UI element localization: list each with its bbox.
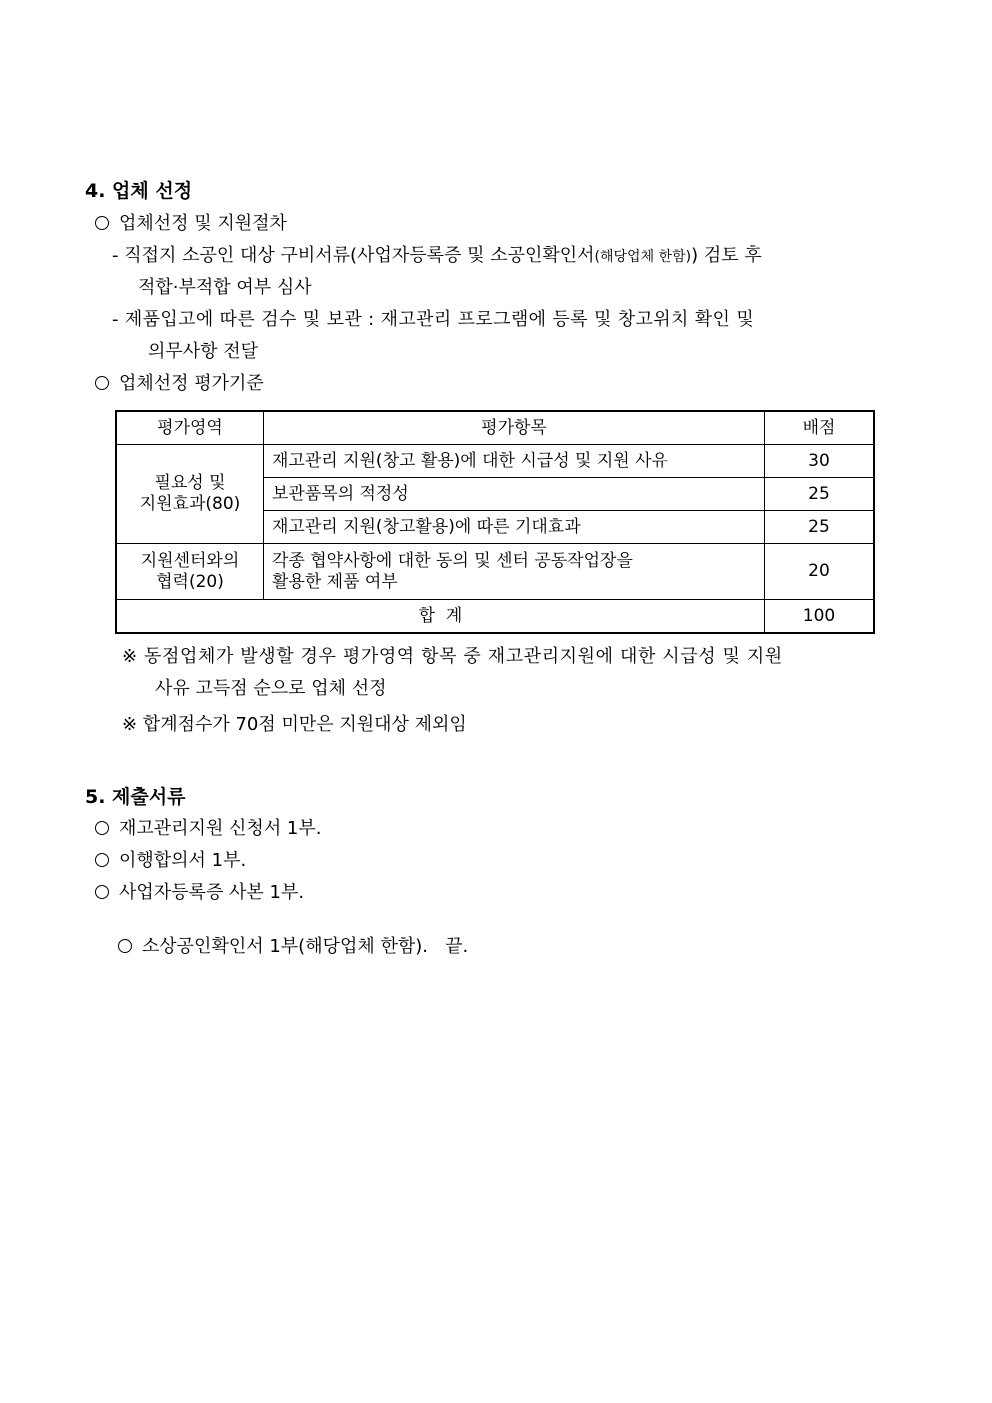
- list-item: [95, 882, 304, 904]
- area-cooperation: [116, 544, 264, 600]
- area-cooperation-line1: 지원센터와의: [140, 550, 240, 571]
- item-cell: 재고관리 지원(창고 활용)에 대한 시급성 및 지원 사유: [264, 445, 765, 478]
- list-item-text: 소상공인확인서 1부(해당업체 한함). 끝.: [141, 936, 469, 957]
- item-cell: [264, 544, 765, 600]
- procedure-item-1-main: - 직접지 소공인 대상 구비서류(사업자등록증 및 소공인확인서: [112, 245, 595, 266]
- item-cooperation-line1: 각종 협약사항에 대한 동의 및 센터 공동작업장을: [272, 550, 633, 571]
- evaluation-table: [115, 410, 875, 634]
- item-cell: 재고관리 지원(창고활용)에 따른 기대효과: [264, 511, 765, 544]
- header-score: 배점: [765, 411, 875, 445]
- circle-bullet-icon: [118, 939, 132, 953]
- score-cell: 30: [765, 445, 875, 478]
- header-item: 평가항목: [264, 411, 765, 445]
- circle-bullet-icon: [95, 885, 109, 899]
- table-total-row: [116, 600, 874, 634]
- item-cooperation-line2: 활용한 제품 여부: [272, 571, 398, 592]
- area-necessity-line2: 지원효과(80): [139, 494, 241, 514]
- list-item-text: 사업자등록증 사본 1부.: [119, 882, 305, 903]
- score-cell: 20: [765, 544, 875, 600]
- area-cooperation-line2: 협력(20): [156, 571, 224, 592]
- circle-bullet-icon: [95, 216, 109, 230]
- procedure-heading: [95, 213, 287, 235]
- note-1-line2: 사유 고득점 순으로 업체 선정: [155, 678, 387, 699]
- procedure-item-1-line1: [112, 245, 906, 268]
- procedure-item-2-line2: 의무사항 전달: [148, 341, 259, 362]
- procedure-item-1-text: [112, 245, 762, 268]
- area-necessity: [116, 445, 264, 544]
- area-necessity-line1: 필요성 및: [154, 473, 226, 493]
- item-cell: 보관품목의 적정성: [264, 478, 765, 511]
- section-5-title: 5. 제출서류: [85, 786, 186, 808]
- score-cell: 25: [765, 511, 875, 544]
- circle-bullet-icon: [95, 821, 109, 835]
- note-1-line1: ※ 동점업체가 발생할 경우 평가영역 항목 중 재고관리지원에 대한 시급성 및 지원: [122, 646, 783, 667]
- total-score: 100: [765, 600, 875, 634]
- table-row: [116, 445, 874, 478]
- section-4-title: 4. 업체 선정: [85, 180, 193, 202]
- header-area: 평가영역: [116, 411, 264, 445]
- criteria-heading: [95, 373, 264, 395]
- list-item: [95, 850, 246, 872]
- procedure-item-2-line1: - 제품입고에 따른 검수 및 보관 : 재고관리 프로그램에 등록 및 창고위치 확인 및: [112, 309, 755, 330]
- note-2: ※ 합계점수가 70점 미만은 지원대상 제외임: [122, 714, 467, 735]
- table-row: [116, 544, 874, 600]
- list-item: [95, 914, 468, 980]
- procedure-item-1-small: (해당업체 한함): [594, 249, 692, 265]
- score-cell: 25: [765, 478, 875, 511]
- list-item-text: 이행합의서 1부.: [119, 850, 247, 871]
- table-header-row: [116, 411, 874, 445]
- list-item-text: 재고관리지원 신청서 1부.: [119, 818, 322, 839]
- criteria-heading-text: 업체선정 평가기준: [119, 373, 264, 394]
- circle-bullet-icon: [95, 376, 109, 390]
- circle-bullet-icon: [95, 853, 109, 867]
- total-label: 합 계: [116, 600, 765, 634]
- list-item: [95, 818, 322, 840]
- procedure-heading-text: 업체선정 및 지원절차: [119, 213, 287, 234]
- procedure-item-1-tail: ) 검토 후: [691, 245, 762, 266]
- procedure-item-1-line2: 적합·부적합 여부 심사: [138, 277, 312, 298]
